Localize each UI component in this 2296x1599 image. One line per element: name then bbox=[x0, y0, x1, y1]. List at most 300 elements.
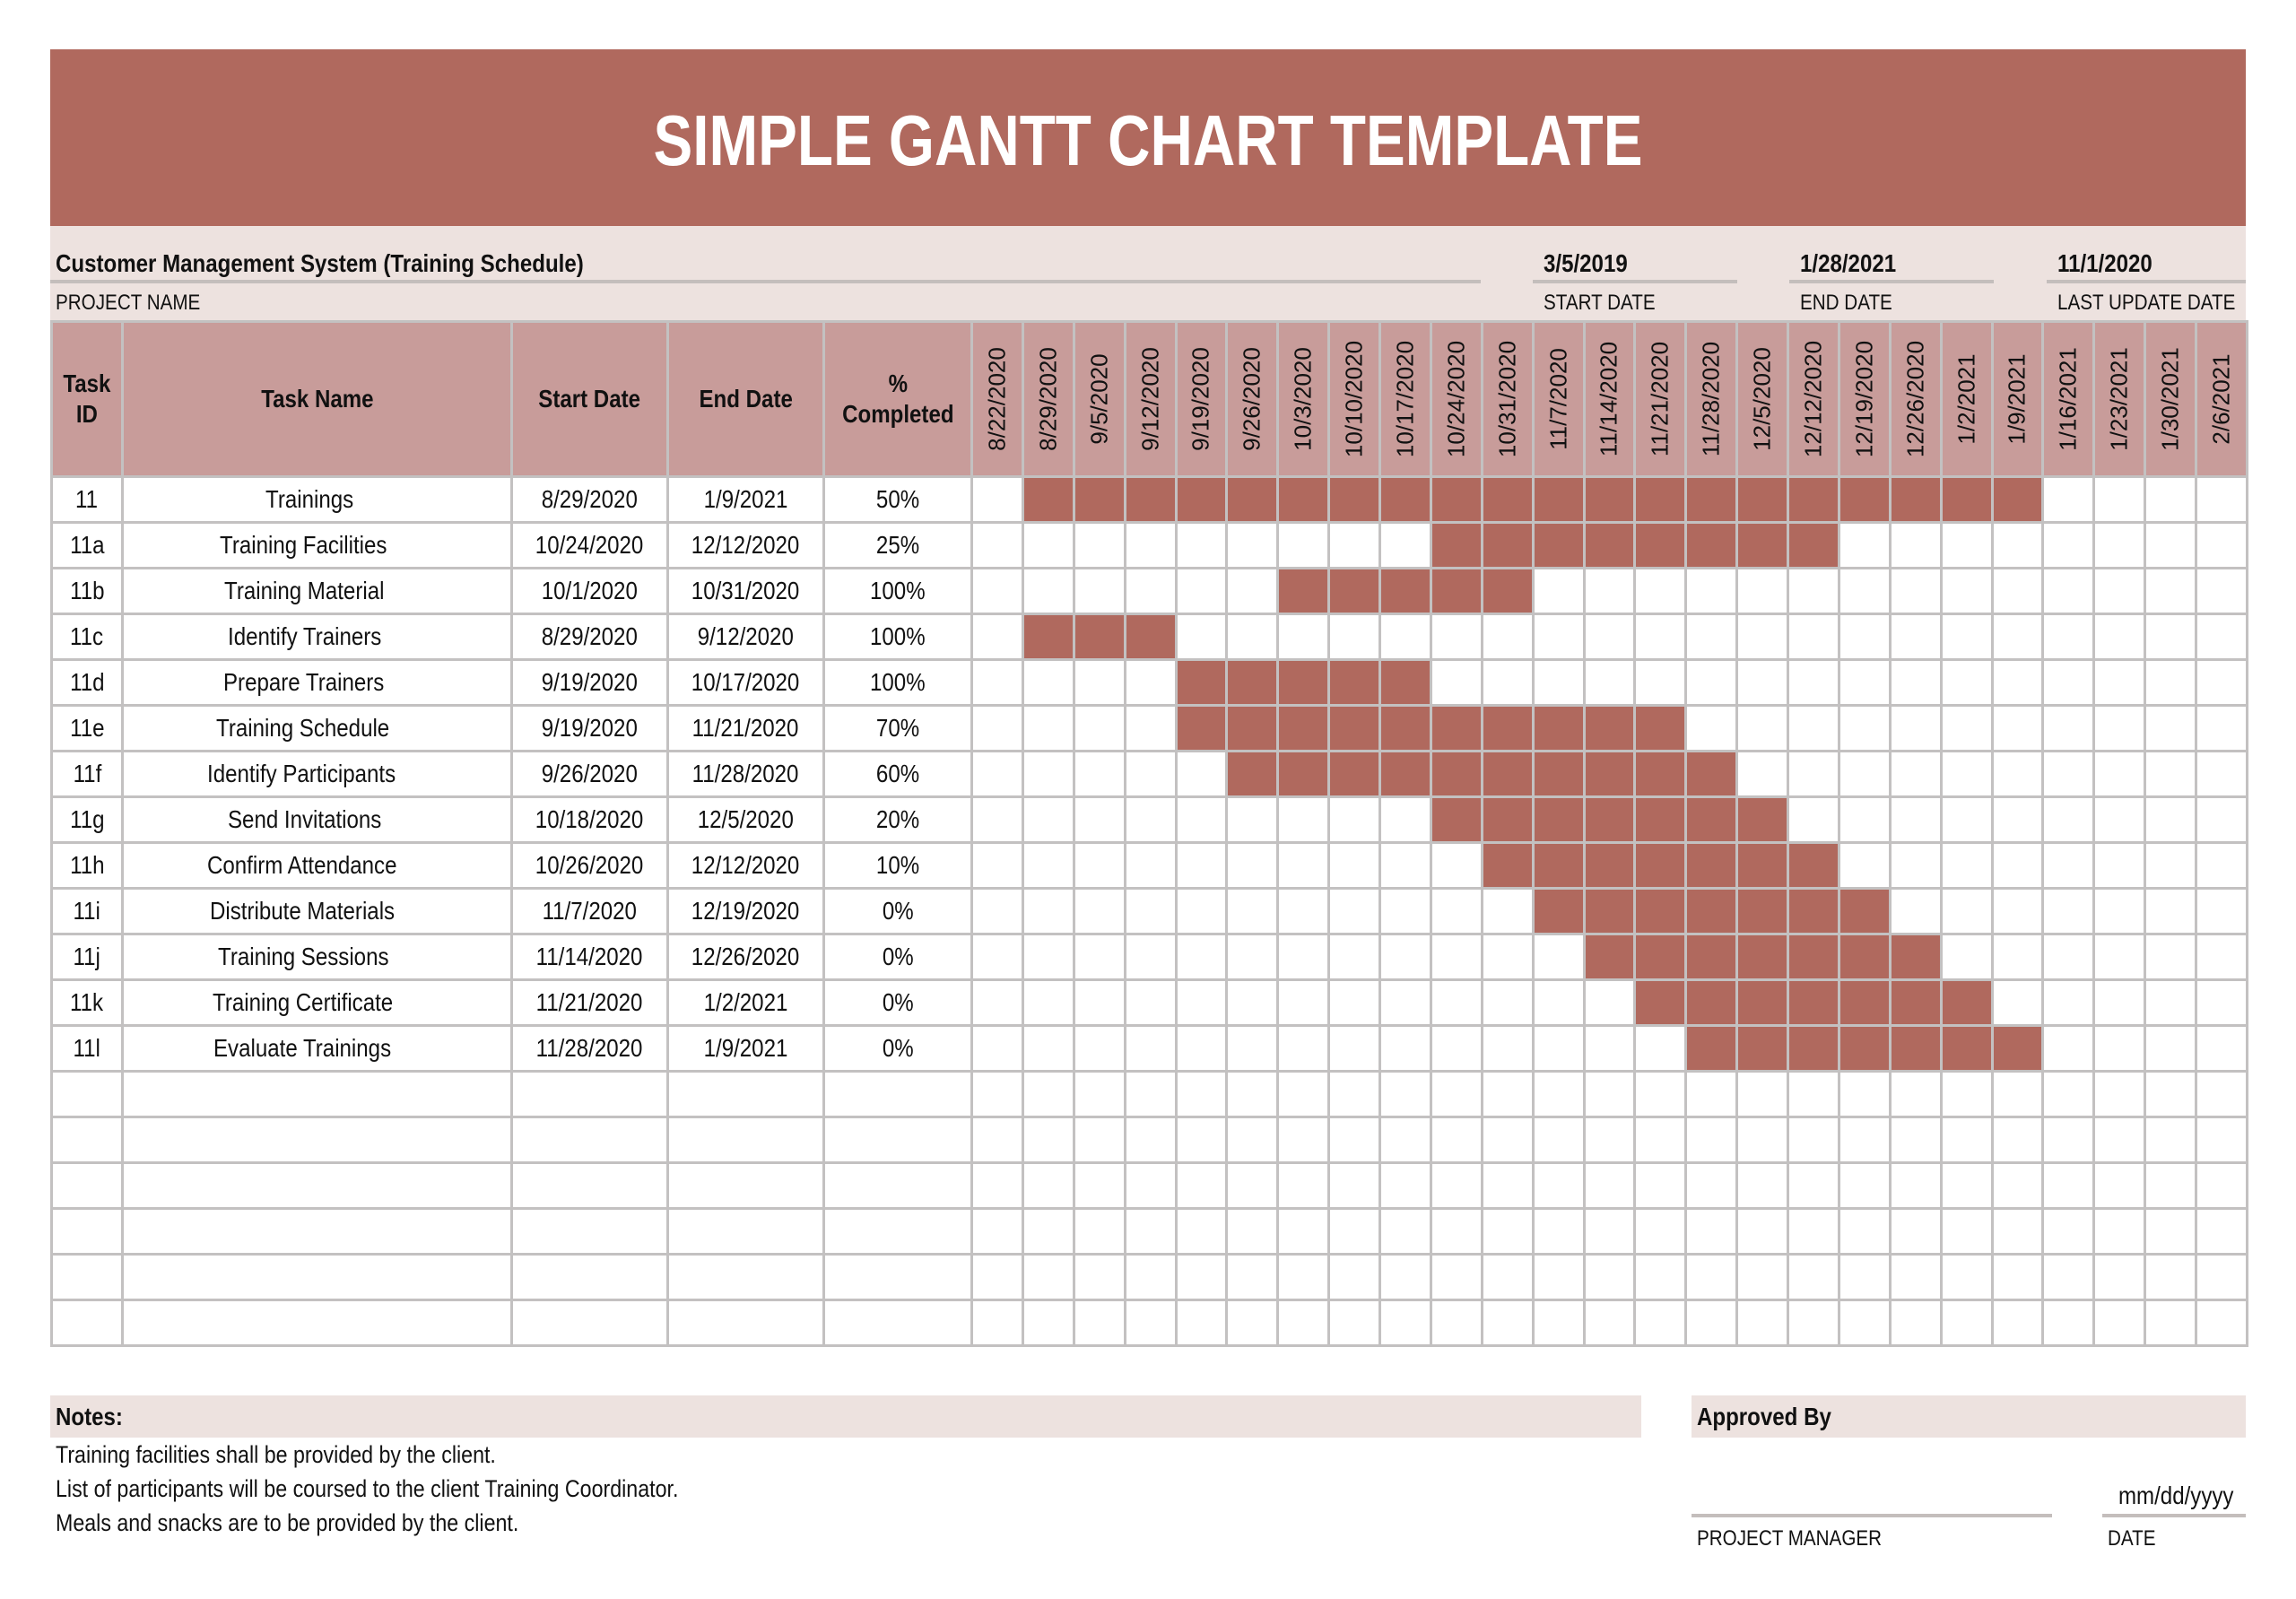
timeline-cell[interactable] bbox=[1890, 1209, 1941, 1255]
timeline-cell[interactable] bbox=[1329, 1117, 1380, 1163]
task-id-cell[interactable] bbox=[52, 1026, 123, 1072]
start-date-cell[interactable] bbox=[512, 934, 668, 980]
timeline-cell[interactable] bbox=[1584, 569, 1635, 614]
timeline-cell[interactable] bbox=[1737, 1072, 1788, 1117]
pct-completed-cell[interactable] bbox=[824, 1300, 972, 1346]
timeline-cell[interactable] bbox=[1635, 569, 1686, 614]
task-name-cell[interactable] bbox=[123, 614, 512, 660]
timeline-cell[interactable] bbox=[1941, 843, 1992, 889]
gantt-bar-cell[interactable] bbox=[1533, 752, 1584, 797]
timeline-cell[interactable] bbox=[1431, 660, 1482, 706]
timeline-cell[interactable] bbox=[1890, 1072, 1941, 1117]
timeline-cell[interactable] bbox=[1380, 1026, 1431, 1072]
timeline-cell[interactable] bbox=[1022, 1300, 1074, 1346]
timeline-cell[interactable] bbox=[1176, 1072, 1227, 1117]
pct-completed-cell[interactable] bbox=[824, 980, 972, 1026]
timeline-cell[interactable] bbox=[1125, 843, 1176, 889]
timeline-cell[interactable] bbox=[1890, 752, 1941, 797]
timeline-cell[interactable] bbox=[1431, 1163, 1482, 1209]
timeline-cell[interactable] bbox=[1227, 934, 1278, 980]
timeline-cell[interactable] bbox=[2094, 797, 2145, 843]
timeline-cell[interactable] bbox=[1482, 1255, 1533, 1300]
timeline-cell[interactable] bbox=[1022, 934, 1074, 980]
timeline-cell[interactable] bbox=[1176, 1026, 1227, 1072]
timeline-cell[interactable] bbox=[1839, 1209, 1890, 1255]
timeline-cell[interactable] bbox=[2196, 1300, 2248, 1346]
timeline-cell[interactable] bbox=[1686, 1072, 1737, 1117]
start-date-cell[interactable] bbox=[512, 797, 668, 843]
pct-completed-cell[interactable] bbox=[824, 1163, 972, 1209]
task-id-cell[interactable] bbox=[52, 889, 123, 934]
timeline-cell[interactable] bbox=[1022, 889, 1074, 934]
start-date-cell[interactable] bbox=[512, 569, 668, 614]
timeline-cell[interactable] bbox=[2043, 1300, 2094, 1346]
task-id-cell[interactable] bbox=[52, 980, 123, 1026]
timeline-cell[interactable] bbox=[2145, 1255, 2196, 1300]
timeline-cell[interactable] bbox=[2043, 1163, 2094, 1209]
gantt-bar-cell[interactable] bbox=[1278, 752, 1329, 797]
timeline-cell[interactable] bbox=[1176, 889, 1227, 934]
timeline-cell[interactable] bbox=[2094, 1255, 2145, 1300]
timeline-cell[interactable] bbox=[1992, 1072, 2043, 1117]
timeline-cell[interactable] bbox=[2094, 660, 2145, 706]
timeline-cell[interactable] bbox=[1788, 1300, 1839, 1346]
timeline-cell[interactable] bbox=[1941, 752, 1992, 797]
timeline-cell[interactable] bbox=[1890, 660, 1941, 706]
gantt-bar-cell[interactable] bbox=[1380, 569, 1431, 614]
timeline-cell[interactable] bbox=[1022, 1026, 1074, 1072]
timeline-cell[interactable] bbox=[1992, 1255, 2043, 1300]
timeline-cell[interactable] bbox=[1533, 1255, 1584, 1300]
gantt-bar-cell[interactable] bbox=[1737, 980, 1788, 1026]
timeline-cell[interactable] bbox=[2145, 1209, 2196, 1255]
timeline-cell[interactable] bbox=[2094, 1072, 2145, 1117]
timeline-cell[interactable] bbox=[2094, 1117, 2145, 1163]
timeline-cell[interactable] bbox=[2145, 706, 2196, 752]
timeline-cell[interactable] bbox=[1839, 1072, 1890, 1117]
gantt-bar-cell[interactable] bbox=[1329, 660, 1380, 706]
task-name-cell[interactable] bbox=[123, 1209, 512, 1255]
task-name-cell[interactable] bbox=[123, 1255, 512, 1300]
gantt-bar-cell[interactable] bbox=[1788, 1026, 1839, 1072]
timeline-cell[interactable] bbox=[1380, 523, 1431, 569]
end-date-cell[interactable] bbox=[668, 614, 824, 660]
timeline-cell[interactable] bbox=[1533, 934, 1584, 980]
gantt-bar-cell[interactable] bbox=[1431, 797, 1482, 843]
gantt-bar-cell[interactable] bbox=[1941, 477, 1992, 523]
gantt-bar-cell[interactable] bbox=[1635, 477, 1686, 523]
timeline-cell[interactable] bbox=[1125, 660, 1176, 706]
timeline-cell[interactable] bbox=[1022, 706, 1074, 752]
timeline-cell[interactable] bbox=[1176, 1300, 1227, 1346]
pct-completed-cell[interactable] bbox=[824, 1255, 972, 1300]
timeline-cell[interactable] bbox=[1074, 1163, 1125, 1209]
timeline-cell[interactable] bbox=[1227, 523, 1278, 569]
timeline-cell[interactable] bbox=[2196, 523, 2248, 569]
timeline-cell[interactable] bbox=[1482, 980, 1533, 1026]
gantt-bar-cell[interactable] bbox=[1380, 660, 1431, 706]
timeline-cell[interactable] bbox=[1176, 843, 1227, 889]
timeline-cell[interactable] bbox=[1227, 843, 1278, 889]
timeline-cell[interactable] bbox=[1227, 1072, 1278, 1117]
timeline-cell[interactable] bbox=[1788, 1209, 1839, 1255]
gantt-bar-cell[interactable] bbox=[1533, 706, 1584, 752]
gantt-bar-cell[interactable] bbox=[1839, 1026, 1890, 1072]
timeline-cell[interactable] bbox=[1533, 1300, 1584, 1346]
timeline-cell[interactable] bbox=[2043, 934, 2094, 980]
timeline-cell[interactable] bbox=[1890, 706, 1941, 752]
timeline-cell[interactable] bbox=[2145, 934, 2196, 980]
task-id-cell[interactable] bbox=[52, 1163, 123, 1209]
gantt-bar-cell[interactable] bbox=[1431, 569, 1482, 614]
timeline-cell[interactable] bbox=[1329, 1026, 1380, 1072]
timeline-cell[interactable] bbox=[1941, 1209, 1992, 1255]
gantt-bar-cell[interactable] bbox=[1788, 477, 1839, 523]
timeline-cell[interactable] bbox=[1992, 1209, 2043, 1255]
timeline-cell[interactable] bbox=[1941, 614, 1992, 660]
timeline-cell[interactable] bbox=[972, 1072, 1023, 1117]
timeline-cell[interactable] bbox=[1022, 752, 1074, 797]
timeline-cell[interactable] bbox=[1890, 569, 1941, 614]
timeline-cell[interactable] bbox=[2043, 797, 2094, 843]
timeline-cell[interactable] bbox=[2196, 1117, 2248, 1163]
timeline-cell[interactable] bbox=[2094, 1300, 2145, 1346]
gantt-bar-cell[interactable] bbox=[1125, 477, 1176, 523]
task-name-cell[interactable] bbox=[123, 1026, 512, 1072]
timeline-cell[interactable] bbox=[2043, 843, 2094, 889]
timeline-cell[interactable] bbox=[1992, 1163, 2043, 1209]
timeline-cell[interactable] bbox=[1176, 1117, 1227, 1163]
gantt-bar-cell[interactable] bbox=[1227, 660, 1278, 706]
timeline-cell[interactable] bbox=[972, 752, 1023, 797]
start-date-cell[interactable] bbox=[512, 660, 668, 706]
timeline-cell[interactable] bbox=[1227, 569, 1278, 614]
timeline-cell[interactable] bbox=[2196, 614, 2248, 660]
timeline-cell[interactable] bbox=[972, 1209, 1023, 1255]
start-date-cell[interactable] bbox=[512, 1255, 668, 1300]
timeline-cell[interactable] bbox=[1584, 980, 1635, 1026]
timeline-cell[interactable] bbox=[2094, 614, 2145, 660]
timeline-cell[interactable] bbox=[1227, 889, 1278, 934]
gantt-bar-cell[interactable] bbox=[1839, 477, 1890, 523]
gantt-bar-cell[interactable] bbox=[1278, 569, 1329, 614]
timeline-cell[interactable] bbox=[1482, 934, 1533, 980]
timeline-cell[interactable] bbox=[2043, 1117, 2094, 1163]
timeline-cell[interactable] bbox=[2043, 706, 2094, 752]
task-name-cell[interactable] bbox=[123, 752, 512, 797]
timeline-cell[interactable] bbox=[1890, 1300, 1941, 1346]
gantt-bar-cell[interactable] bbox=[1022, 614, 1074, 660]
timeline-cell[interactable] bbox=[1890, 797, 1941, 843]
gantt-bar-cell[interactable] bbox=[1380, 477, 1431, 523]
timeline-cell[interactable] bbox=[2145, 1117, 2196, 1163]
gantt-bar-cell[interactable] bbox=[1584, 843, 1635, 889]
gantt-bar-cell[interactable] bbox=[1737, 1026, 1788, 1072]
gantt-bar-cell[interactable] bbox=[1686, 980, 1737, 1026]
timeline-cell[interactable] bbox=[1074, 752, 1125, 797]
timeline-cell[interactable] bbox=[1992, 523, 2043, 569]
timeline-cell[interactable] bbox=[1635, 1072, 1686, 1117]
task-name-cell[interactable] bbox=[123, 660, 512, 706]
end-date-cell[interactable] bbox=[668, 1117, 824, 1163]
gantt-bar-cell[interactable] bbox=[1890, 477, 1941, 523]
timeline-cell[interactable] bbox=[1839, 660, 1890, 706]
timeline-cell[interactable] bbox=[1125, 1117, 1176, 1163]
timeline-cell[interactable] bbox=[1278, 1072, 1329, 1117]
timeline-cell[interactable] bbox=[2145, 523, 2196, 569]
pct-completed-cell[interactable] bbox=[824, 523, 972, 569]
gantt-bar-cell[interactable] bbox=[1482, 706, 1533, 752]
gantt-bar-cell[interactable] bbox=[1074, 614, 1125, 660]
gantt-bar-cell[interactable] bbox=[1635, 980, 1686, 1026]
task-id-cell[interactable] bbox=[52, 1209, 123, 1255]
timeline-cell[interactable] bbox=[1278, 889, 1329, 934]
timeline-cell[interactable] bbox=[1686, 614, 1737, 660]
timeline-cell[interactable] bbox=[2196, 1026, 2248, 1072]
timeline-cell[interactable] bbox=[1482, 1209, 1533, 1255]
timeline-cell[interactable] bbox=[1482, 889, 1533, 934]
timeline-cell[interactable] bbox=[1533, 1117, 1584, 1163]
timeline-cell[interactable] bbox=[1482, 614, 1533, 660]
timeline-cell[interactable] bbox=[1380, 1163, 1431, 1209]
gantt-bar-cell[interactable] bbox=[1737, 843, 1788, 889]
timeline-cell[interactable] bbox=[2196, 797, 2248, 843]
timeline-cell[interactable] bbox=[1074, 1300, 1125, 1346]
timeline-cell[interactable] bbox=[1890, 1163, 1941, 1209]
timeline-cell[interactable] bbox=[1941, 797, 1992, 843]
gantt-bar-cell[interactable] bbox=[1074, 477, 1125, 523]
timeline-cell[interactable] bbox=[1329, 1209, 1380, 1255]
start-date-value[interactable]: 3/5/2019 bbox=[1544, 249, 1628, 277]
timeline-cell[interactable] bbox=[2043, 523, 2094, 569]
timeline-cell[interactable] bbox=[1584, 1117, 1635, 1163]
timeline-cell[interactable] bbox=[1431, 843, 1482, 889]
end-date-cell[interactable] bbox=[668, 843, 824, 889]
gantt-bar-cell[interactable] bbox=[1533, 843, 1584, 889]
timeline-cell[interactable] bbox=[2196, 1255, 2248, 1300]
timeline-cell[interactable] bbox=[1278, 523, 1329, 569]
timeline-cell[interactable] bbox=[2145, 477, 2196, 523]
timeline-cell[interactable] bbox=[1788, 614, 1839, 660]
timeline-cell[interactable] bbox=[1533, 1072, 1584, 1117]
end-date-cell[interactable] bbox=[668, 1026, 824, 1072]
timeline-cell[interactable] bbox=[1074, 1026, 1125, 1072]
timeline-cell[interactable] bbox=[1022, 1255, 1074, 1300]
gantt-bar-cell[interactable] bbox=[1482, 843, 1533, 889]
timeline-cell[interactable] bbox=[1890, 523, 1941, 569]
timeline-cell[interactable] bbox=[1839, 752, 1890, 797]
gantt-bar-cell[interactable] bbox=[1482, 569, 1533, 614]
gantt-bar-cell[interactable] bbox=[1329, 569, 1380, 614]
timeline-cell[interactable] bbox=[2196, 477, 2248, 523]
timeline-cell[interactable] bbox=[1635, 660, 1686, 706]
timeline-cell[interactable] bbox=[2043, 1072, 2094, 1117]
task-id-cell[interactable] bbox=[52, 523, 123, 569]
timeline-cell[interactable] bbox=[1839, 843, 1890, 889]
task-name-cell[interactable] bbox=[123, 477, 512, 523]
start-date-cell[interactable] bbox=[512, 1209, 668, 1255]
timeline-cell[interactable] bbox=[1533, 1026, 1584, 1072]
timeline-cell[interactable] bbox=[1380, 797, 1431, 843]
gantt-bar-cell[interactable] bbox=[1022, 477, 1074, 523]
timeline-cell[interactable] bbox=[1227, 980, 1278, 1026]
timeline-cell[interactable] bbox=[1686, 1255, 1737, 1300]
timeline-cell[interactable] bbox=[972, 706, 1023, 752]
timeline-cell[interactable] bbox=[1431, 1117, 1482, 1163]
timeline-cell[interactable] bbox=[2145, 843, 2196, 889]
timeline-cell[interactable] bbox=[1074, 569, 1125, 614]
timeline-cell[interactable] bbox=[972, 1117, 1023, 1163]
signature-line[interactable] bbox=[1692, 1514, 2052, 1517]
task-name-cell[interactable] bbox=[123, 523, 512, 569]
timeline-cell[interactable] bbox=[972, 569, 1023, 614]
timeline-cell[interactable] bbox=[1074, 706, 1125, 752]
gantt-bar-cell[interactable] bbox=[1584, 752, 1635, 797]
end-date-cell[interactable] bbox=[668, 1255, 824, 1300]
timeline-cell[interactable] bbox=[1431, 1026, 1482, 1072]
end-date-cell[interactable] bbox=[668, 980, 824, 1026]
timeline-cell[interactable] bbox=[1788, 797, 1839, 843]
gantt-bar-cell[interactable] bbox=[1584, 477, 1635, 523]
timeline-cell[interactable] bbox=[1278, 934, 1329, 980]
timeline-cell[interactable] bbox=[1125, 706, 1176, 752]
timeline-cell[interactable] bbox=[1074, 980, 1125, 1026]
timeline-cell[interactable] bbox=[1074, 1072, 1125, 1117]
timeline-cell[interactable] bbox=[1125, 752, 1176, 797]
gantt-bar-cell[interactable] bbox=[1788, 523, 1839, 569]
timeline-cell[interactable] bbox=[972, 477, 1023, 523]
start-date-cell[interactable] bbox=[512, 614, 668, 660]
timeline-cell[interactable] bbox=[972, 1163, 1023, 1209]
timeline-cell[interactable] bbox=[2094, 1163, 2145, 1209]
timeline-cell[interactable] bbox=[1584, 1072, 1635, 1117]
task-id-cell[interactable] bbox=[52, 706, 123, 752]
timeline-cell[interactable] bbox=[1380, 934, 1431, 980]
timeline-cell[interactable] bbox=[1737, 569, 1788, 614]
timeline-cell[interactable] bbox=[2094, 843, 2145, 889]
start-date-cell[interactable] bbox=[512, 1300, 668, 1346]
timeline-cell[interactable] bbox=[1686, 1209, 1737, 1255]
timeline-cell[interactable] bbox=[1431, 1072, 1482, 1117]
timeline-cell[interactable] bbox=[1431, 1255, 1482, 1300]
timeline-cell[interactable] bbox=[2196, 752, 2248, 797]
gantt-bar-cell[interactable] bbox=[1533, 797, 1584, 843]
timeline-cell[interactable] bbox=[2145, 614, 2196, 660]
note-line[interactable]: Meals and snacks are to be provided by the client. bbox=[56, 1509, 519, 1536]
timeline-cell[interactable] bbox=[1176, 523, 1227, 569]
end-date-cell[interactable] bbox=[668, 934, 824, 980]
gantt-bar-cell[interactable] bbox=[1431, 752, 1482, 797]
timeline-cell[interactable] bbox=[2043, 569, 2094, 614]
timeline-cell[interactable] bbox=[1992, 706, 2043, 752]
gantt-bar-cell[interactable] bbox=[1533, 523, 1584, 569]
timeline-cell[interactable] bbox=[972, 797, 1023, 843]
timeline-cell[interactable] bbox=[2043, 1026, 2094, 1072]
gantt-bar-cell[interactable] bbox=[1890, 980, 1941, 1026]
gantt-bar-cell[interactable] bbox=[1737, 934, 1788, 980]
timeline-cell[interactable] bbox=[1278, 1117, 1329, 1163]
gantt-bar-cell[interactable] bbox=[1380, 752, 1431, 797]
timeline-cell[interactable] bbox=[1737, 614, 1788, 660]
gantt-bar-cell[interactable] bbox=[1890, 1026, 1941, 1072]
timeline-cell[interactable] bbox=[1380, 889, 1431, 934]
gantt-bar-cell[interactable] bbox=[1686, 752, 1737, 797]
gantt-bar-cell[interactable] bbox=[1686, 934, 1737, 980]
gantt-bar-cell[interactable] bbox=[1635, 843, 1686, 889]
gantt-bar-cell[interactable] bbox=[1176, 477, 1227, 523]
timeline-cell[interactable] bbox=[1022, 843, 1074, 889]
timeline-cell[interactable] bbox=[2145, 889, 2196, 934]
start-date-cell[interactable] bbox=[512, 1026, 668, 1072]
timeline-cell[interactable] bbox=[1941, 889, 1992, 934]
timeline-cell[interactable] bbox=[1890, 843, 1941, 889]
gantt-bar-cell[interactable] bbox=[1635, 523, 1686, 569]
timeline-cell[interactable] bbox=[1941, 523, 1992, 569]
timeline-cell[interactable] bbox=[2094, 752, 2145, 797]
timeline-cell[interactable] bbox=[2196, 889, 2248, 934]
timeline-cell[interactable] bbox=[1737, 752, 1788, 797]
gantt-bar-cell[interactable] bbox=[1329, 752, 1380, 797]
task-id-cell[interactable] bbox=[52, 477, 123, 523]
timeline-cell[interactable] bbox=[1584, 1026, 1635, 1072]
gantt-bar-cell[interactable] bbox=[1584, 889, 1635, 934]
gantt-bar-cell[interactable] bbox=[1839, 980, 1890, 1026]
timeline-cell[interactable] bbox=[1941, 706, 1992, 752]
gantt-bar-cell[interactable] bbox=[1584, 523, 1635, 569]
timeline-cell[interactable] bbox=[2094, 980, 2145, 1026]
gantt-bar-cell[interactable] bbox=[1788, 980, 1839, 1026]
timeline-cell[interactable] bbox=[1635, 1026, 1686, 1072]
timeline-cell[interactable] bbox=[2094, 523, 2145, 569]
timeline-cell[interactable] bbox=[2043, 980, 2094, 1026]
gantt-bar-cell[interactable] bbox=[1227, 752, 1278, 797]
gantt-bar-cell[interactable] bbox=[1533, 477, 1584, 523]
timeline-cell[interactable] bbox=[1329, 1163, 1380, 1209]
timeline-cell[interactable] bbox=[1125, 1026, 1176, 1072]
timeline-cell[interactable] bbox=[2043, 752, 2094, 797]
timeline-cell[interactable] bbox=[1380, 1072, 1431, 1117]
timeline-cell[interactable] bbox=[1533, 614, 1584, 660]
timeline-cell[interactable] bbox=[1022, 980, 1074, 1026]
timeline-cell[interactable] bbox=[2094, 569, 2145, 614]
gantt-bar-cell[interactable] bbox=[1992, 1026, 2043, 1072]
timeline-cell[interactable] bbox=[1074, 523, 1125, 569]
gantt-bar-cell[interactable] bbox=[1992, 477, 2043, 523]
timeline-cell[interactable] bbox=[1227, 797, 1278, 843]
timeline-cell[interactable] bbox=[1431, 1209, 1482, 1255]
gantt-bar-cell[interactable] bbox=[1686, 889, 1737, 934]
timeline-cell[interactable] bbox=[1737, 1209, 1788, 1255]
timeline-cell[interactable] bbox=[1584, 1209, 1635, 1255]
task-name-cell[interactable] bbox=[123, 1117, 512, 1163]
timeline-cell[interactable] bbox=[1176, 934, 1227, 980]
task-id-cell[interactable] bbox=[52, 569, 123, 614]
timeline-cell[interactable] bbox=[1329, 797, 1380, 843]
timeline-cell[interactable] bbox=[2196, 1163, 2248, 1209]
timeline-cell[interactable] bbox=[1992, 934, 2043, 980]
timeline-cell[interactable] bbox=[1635, 1255, 1686, 1300]
start-date-cell[interactable] bbox=[512, 752, 668, 797]
timeline-cell[interactable] bbox=[1125, 523, 1176, 569]
gantt-bar-cell[interactable] bbox=[1686, 1026, 1737, 1072]
timeline-cell[interactable] bbox=[1890, 614, 1941, 660]
timeline-cell[interactable] bbox=[2043, 660, 2094, 706]
end-date-cell[interactable] bbox=[668, 889, 824, 934]
task-id-cell[interactable] bbox=[52, 797, 123, 843]
timeline-cell[interactable] bbox=[1737, 1255, 1788, 1300]
timeline-cell[interactable] bbox=[2094, 889, 2145, 934]
timeline-cell[interactable] bbox=[1635, 614, 1686, 660]
